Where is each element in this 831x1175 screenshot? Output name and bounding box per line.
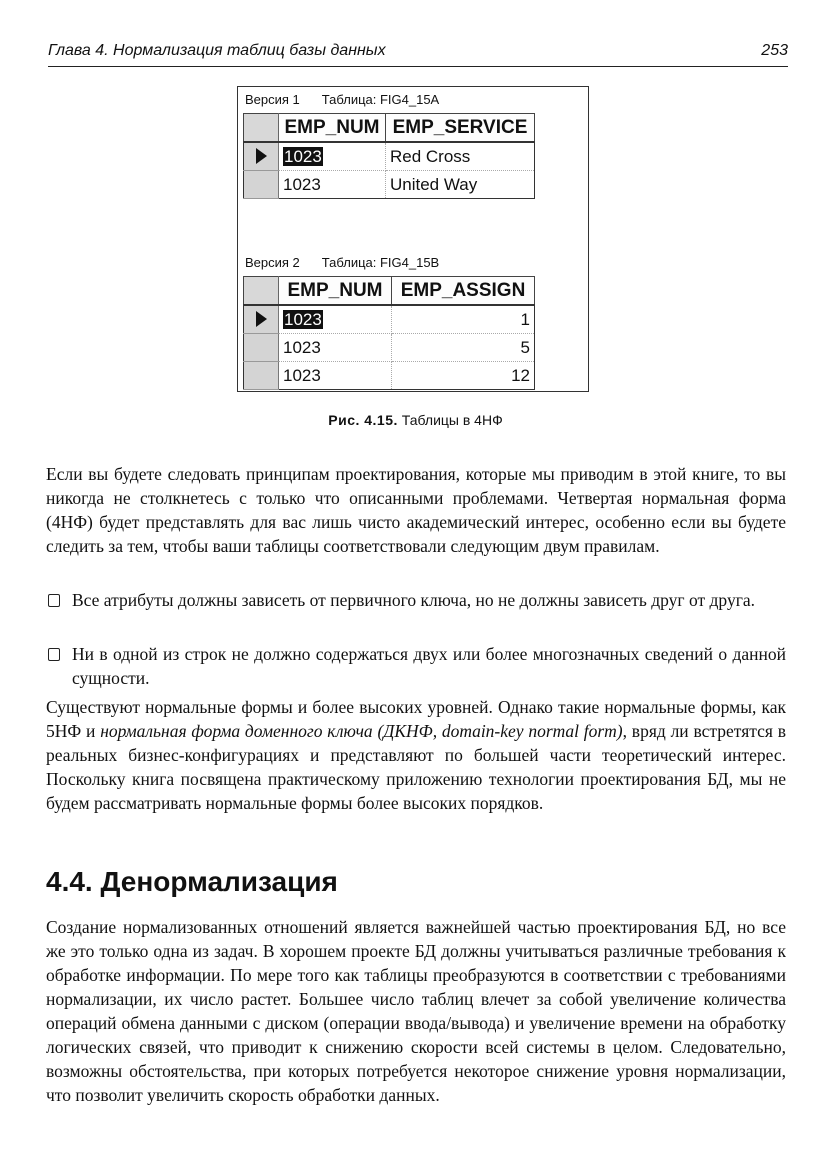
column-header[interactable]: EMP_NUM xyxy=(279,277,392,306)
column-header[interactable]: EMP_SERVICE xyxy=(386,114,535,143)
dknf-term: нормальная форма доменного ключа (ДКНФ, domain-key normal form) xyxy=(100,721,623,741)
table-cell[interactable]: United Way xyxy=(386,171,535,199)
table-fig4-15a xyxy=(243,113,535,199)
paragraph-text: , вряд ли встретятся в реальных бизнес-конфигурациях и представляют по большей части теоретический интерес. Поскольку книга посвящена практическому приложению технологии проектирования БД, мы не будем рассматривать нормальные формы более высоких порядков. xyxy=(46,721,786,813)
paragraph-text: Существуют нормальные формы и более высоких уровней. Однако такие нормальные формы, как 5НФ и xyxy=(46,697,786,741)
list-item xyxy=(46,642,786,690)
version2-table-label: Таблица: FIG4_15B xyxy=(321,255,440,270)
table-cell[interactable] xyxy=(279,142,386,171)
table-header-row xyxy=(244,114,535,143)
row-selector[interactable] xyxy=(244,171,279,199)
selected-cell-value: 1023 xyxy=(284,309,322,329)
table-cell[interactable]: 1023 xyxy=(279,334,392,362)
checkbox-bullet-icon xyxy=(48,648,60,661)
page-number: 253 xyxy=(761,42,788,59)
table-row[interactable] xyxy=(244,334,535,362)
row-selector[interactable] xyxy=(244,305,279,334)
table-header-row xyxy=(244,277,535,306)
section-heading: 4.4. Денормализация xyxy=(46,866,338,897)
row-selector[interactable] xyxy=(244,334,279,362)
table-row[interactable] xyxy=(244,171,535,199)
checkbox-bullet-icon xyxy=(48,594,60,607)
paragraph-denormalization: Создание нормализованных отношений является важнейшей частью проектирования БД, но все же это только одна из задач. В хорошем проекте БД должны учитываться различные требования к обработке информации. По мере того как таблицы преобразуются в соответствии с требованиями нормализации, их число растет. Большее число таблиц влечет за собой увеличение количества операций обмена данными с диском (операции ввода/вывода) и увеличение времени на обработку логических связей, что приводит к снижению скорости всей системы в целом. Следовательно, возможны обстоятельства, при которых потребуется некоторое снижение уровня нормализации, что позволит увеличить скорость обработки данных. xyxy=(46,917,786,1105)
row-selector[interactable] xyxy=(244,362,279,390)
table-cell[interactable] xyxy=(279,305,392,334)
column-header[interactable]: EMP_NUM xyxy=(279,114,386,143)
column-header[interactable]: EMP_ASSIGN xyxy=(392,277,535,306)
caption-text: Таблицы в 4НФ xyxy=(401,412,503,428)
table-row[interactable] xyxy=(244,142,535,171)
row-selector-header[interactable] xyxy=(244,114,279,143)
figure-4-15 xyxy=(237,86,589,392)
table-cell[interactable]: 1 xyxy=(392,305,535,334)
table-cell[interactable]: 5 xyxy=(392,334,535,362)
list-item xyxy=(46,588,786,612)
version2-label: Версия 2 xyxy=(245,255,300,270)
version1-label-row xyxy=(245,92,439,107)
chapter-title: Глава 4. Нормализация таблиц базы данных xyxy=(48,42,386,59)
running-header xyxy=(48,40,788,67)
row-selector-header[interactable] xyxy=(244,277,279,306)
caption-label: Рис. 4.15. xyxy=(328,412,398,428)
current-row-arrow-icon xyxy=(256,311,267,327)
version1-table-label: Таблица: FIG4_15A xyxy=(321,92,440,107)
list-item-text: Ни в одной из строк не должно содержаться двух или более многозначных сведений о данной сущности. xyxy=(72,644,786,688)
paragraph-intro: Если вы будете следовать принципам проектирования, которые мы приводим в этой книге, то вы никогда не столкнетесь с только что описанными проблемами. Четвертая нормальная форма (4НФ) будет представлять для вас лишь чисто академический интерес, особенно если вы будете следить за тем, чтобы ваши таблицы соответствовали следующим двум правилам. xyxy=(46,464,786,556)
table-cell[interactable]: 12 xyxy=(392,362,535,390)
version1-label: Версия 1 xyxy=(245,92,300,107)
table-cell[interactable]: 1023 xyxy=(279,362,392,390)
table-cell[interactable]: 1023 xyxy=(279,171,386,199)
table-fig4-15b xyxy=(243,276,535,390)
paragraph-higher-forms xyxy=(46,695,786,815)
selected-cell-value: 1023 xyxy=(284,146,322,166)
current-row-arrow-icon xyxy=(256,148,267,164)
version2-label-row xyxy=(245,255,439,270)
table-row[interactable] xyxy=(244,305,535,334)
table-row[interactable] xyxy=(244,362,535,390)
table-cell[interactable]: Red Cross xyxy=(386,142,535,171)
list-item-text: Все атрибуты должны зависеть от первичного ключа, но не должны зависеть друг от друга. xyxy=(72,590,756,610)
figure-caption xyxy=(0,412,831,428)
row-selector[interactable] xyxy=(244,142,279,171)
